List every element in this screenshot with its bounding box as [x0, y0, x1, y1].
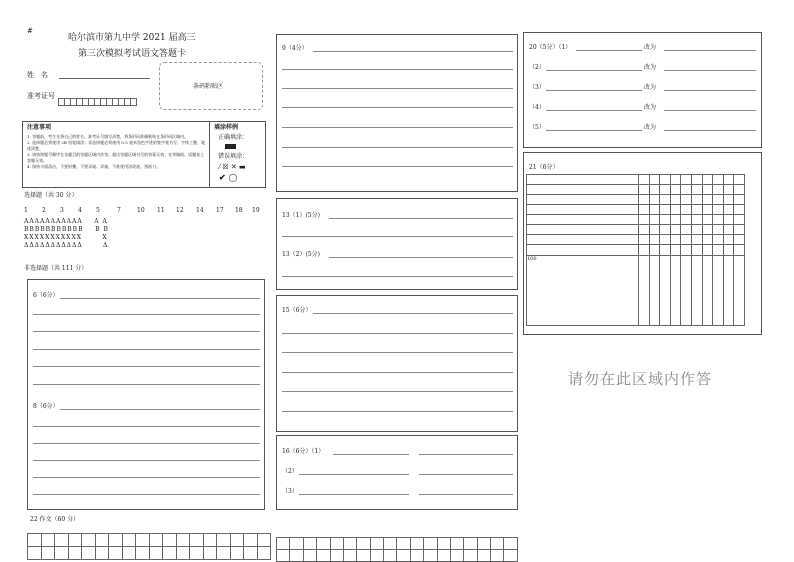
- q20-5-label: （5）: [529, 124, 545, 131]
- answer-line[interactable]: [33, 460, 260, 461]
- option-row-a: AAAAAAAAAAA A A: [24, 218, 108, 225]
- answer-line[interactable]: [664, 90, 756, 91]
- barcode-area: [159, 62, 263, 110]
- answer-line[interactable]: [546, 110, 642, 111]
- answer-line[interactable]: [282, 352, 513, 353]
- answer-line[interactable]: [282, 236, 513, 237]
- answer-line[interactable]: [313, 313, 513, 314]
- answer-line[interactable]: [282, 147, 513, 148]
- answer-line[interactable]: [299, 494, 409, 495]
- wrong-fill-label: 错误填涂：: [218, 153, 249, 160]
- answer-line[interactable]: [299, 474, 409, 475]
- note-item: 4. 保持卡面清洁，不要折叠、不要弄破、弄皱，不准使用涂改液、刮纸刀。: [27, 164, 161, 169]
- q-number: 17: [216, 207, 224, 214]
- answer-line[interactable]: [329, 257, 513, 258]
- q13a-label: 13（1）(5分): [282, 212, 320, 219]
- q6-label: 6（6分）: [33, 292, 59, 299]
- change-to-label: 改为: [644, 104, 657, 111]
- change-to-label: 改为: [644, 44, 657, 51]
- answer-line[interactable]: [576, 50, 642, 51]
- answer-line[interactable]: [419, 454, 513, 455]
- answer-line[interactable]: [60, 409, 260, 410]
- correct-fill-label: 正确填涂：: [218, 134, 249, 141]
- change-to-label: 改为: [644, 84, 657, 91]
- q-number: 4: [78, 207, 82, 214]
- answer-line[interactable]: [33, 443, 260, 444]
- q-number: 11: [157, 207, 165, 214]
- q20-4-label: （4）: [529, 104, 545, 111]
- answer-line[interactable]: [329, 218, 513, 219]
- change-to-label: 改为: [644, 124, 657, 131]
- answer-line[interactable]: [33, 314, 260, 315]
- q15-label: 15（6分）: [282, 307, 312, 314]
- option-row-b: BBBBBBBBBBB B B: [24, 226, 109, 233]
- q-number: 12: [176, 207, 184, 214]
- q-number: 7: [117, 207, 121, 214]
- page-title: 哈尔滨市第九中学 2021 届高三: [68, 33, 196, 43]
- answer-line[interactable]: [313, 51, 513, 52]
- option-row-c: XXXXXXXXXXX X: [24, 234, 108, 241]
- answer-line[interactable]: [546, 70, 642, 71]
- q-number: 19: [252, 207, 260, 214]
- q20-3-label: （3）: [529, 84, 545, 91]
- q22-label: 22 作文（60 分）: [30, 516, 80, 523]
- answer-line[interactable]: [282, 107, 513, 108]
- wrong-fill-examples-2: ✔ ◯: [219, 172, 238, 182]
- q20-box: [523, 32, 762, 148]
- answer-line[interactable]: [282, 372, 513, 373]
- id-boxes[interactable]: [58, 91, 136, 110]
- answer-line[interactable]: [33, 366, 260, 367]
- q21-count: 100: [527, 255, 639, 326]
- answer-line[interactable]: [664, 70, 756, 71]
- notes-box: [22, 121, 266, 188]
- q-number: 2: [42, 207, 46, 214]
- name-label: 姓 名: [27, 71, 48, 79]
- q-number: 14: [196, 207, 204, 214]
- essay-grid-table: [276, 537, 518, 562]
- note-item: 1. 答题前，考生先将自己的姓名、准考证号填写清楚，将条形码准确粘贴在条形码区域内。: [27, 134, 189, 139]
- q16-3-label: （3）: [282, 488, 298, 495]
- answer-line[interactable]: [33, 477, 260, 478]
- choice-title: 选择题（共 30 分）: [24, 192, 78, 199]
- answer-line[interactable]: [33, 384, 260, 385]
- barcode-label: 条码粘贴区: [193, 83, 224, 90]
- answer-line[interactable]: [333, 454, 409, 455]
- answer-line[interactable]: [282, 411, 513, 412]
- q-number: 10: [137, 207, 145, 214]
- q21-grid[interactable]: [526, 174, 745, 326]
- name-field[interactable]: [59, 78, 150, 79]
- q-number: 3: [60, 207, 64, 214]
- answer-line[interactable]: [282, 391, 513, 392]
- q-number: 5: [96, 207, 100, 214]
- q8-label: 8（6分）: [33, 403, 59, 410]
- answer-line[interactable]: [33, 331, 260, 332]
- q6-q8-box: [27, 279, 265, 510]
- notes-list: [27, 134, 207, 170]
- answer-line[interactable]: [546, 90, 642, 91]
- choice-area[interactable]: [24, 207, 274, 251]
- answer-line[interactable]: [33, 349, 260, 350]
- answer-line[interactable]: [664, 110, 756, 111]
- q16-2-label: （2）: [282, 468, 298, 475]
- change-to-label: 改为: [644, 64, 657, 71]
- answer-line[interactable]: [282, 276, 513, 277]
- page-marker: #: [27, 27, 33, 35]
- q20-2-label: （2）: [529, 64, 545, 71]
- notes-title: 注意事项: [27, 124, 52, 131]
- fill-example-title: 填涂样例: [214, 124, 239, 131]
- note-item: 3. 请按照题号顺序在各题目的答题区域内作答，超出答题区域书写的答案无效；在草稿纸、试题卷上答题无效。: [27, 152, 205, 163]
- q21-label: 21（6分）: [529, 164, 559, 171]
- answer-line[interactable]: [282, 69, 513, 70]
- q16-1-label: 16（6分）（1）: [282, 448, 325, 455]
- q-number: 1: [24, 207, 28, 214]
- q16-box: [276, 435, 518, 510]
- essay-grid-left[interactable]: [27, 533, 271, 559]
- q20-1-label: 20（5分）（1）: [529, 44, 572, 51]
- notes-divider: [209, 122, 210, 187]
- correct-fill-mark: [225, 144, 236, 149]
- answer-line[interactable]: [419, 494, 513, 495]
- answer-line[interactable]: [282, 127, 513, 128]
- q13b-label: 13（2）(5分): [282, 251, 320, 258]
- q9-label: 9（4分）: [282, 45, 308, 52]
- q9-box: [276, 34, 518, 192]
- essay-grid-table: [27, 533, 271, 560]
- note-item: 2. 选择题必须使用 2B 铅笔填涂；非选择题必须使用 0.5 毫米黑色字迹的签字笔书写，字体工整、笔迹清楚。: [27, 140, 206, 151]
- answer-line[interactable]: [282, 333, 513, 334]
- answer-line[interactable]: [419, 474, 513, 475]
- answer-line[interactable]: [282, 166, 513, 167]
- option-row-d: ΔΔΔΔΔΔΔΔΔΔΔ Δ: [24, 242, 109, 249]
- answer-line[interactable]: [546, 130, 642, 131]
- id-label: 准考证号: [27, 92, 55, 100]
- essay-grid-right[interactable]: [276, 537, 518, 561]
- answer-line[interactable]: [33, 494, 260, 495]
- answer-line[interactable]: [33, 426, 260, 427]
- q-number: 18: [235, 207, 243, 214]
- answer-line[interactable]: [282, 88, 513, 89]
- page-subtitle: 第三次模拟考试语文答题卡: [78, 49, 187, 59]
- q13-box: [276, 198, 518, 290]
- answer-line[interactable]: [664, 130, 756, 131]
- answer-line[interactable]: [664, 50, 756, 51]
- nonchoice-title: 非选择题（共 111 分）: [24, 265, 88, 272]
- wrong-fill-examples: ⁄ ☒ ✕ ▬: [219, 163, 246, 171]
- no-answer-zone: 请勿在此区域内作答: [568, 370, 713, 388]
- q15-box: [276, 295, 518, 432]
- q21-box: [523, 152, 762, 335]
- answer-line[interactable]: [60, 298, 260, 299]
